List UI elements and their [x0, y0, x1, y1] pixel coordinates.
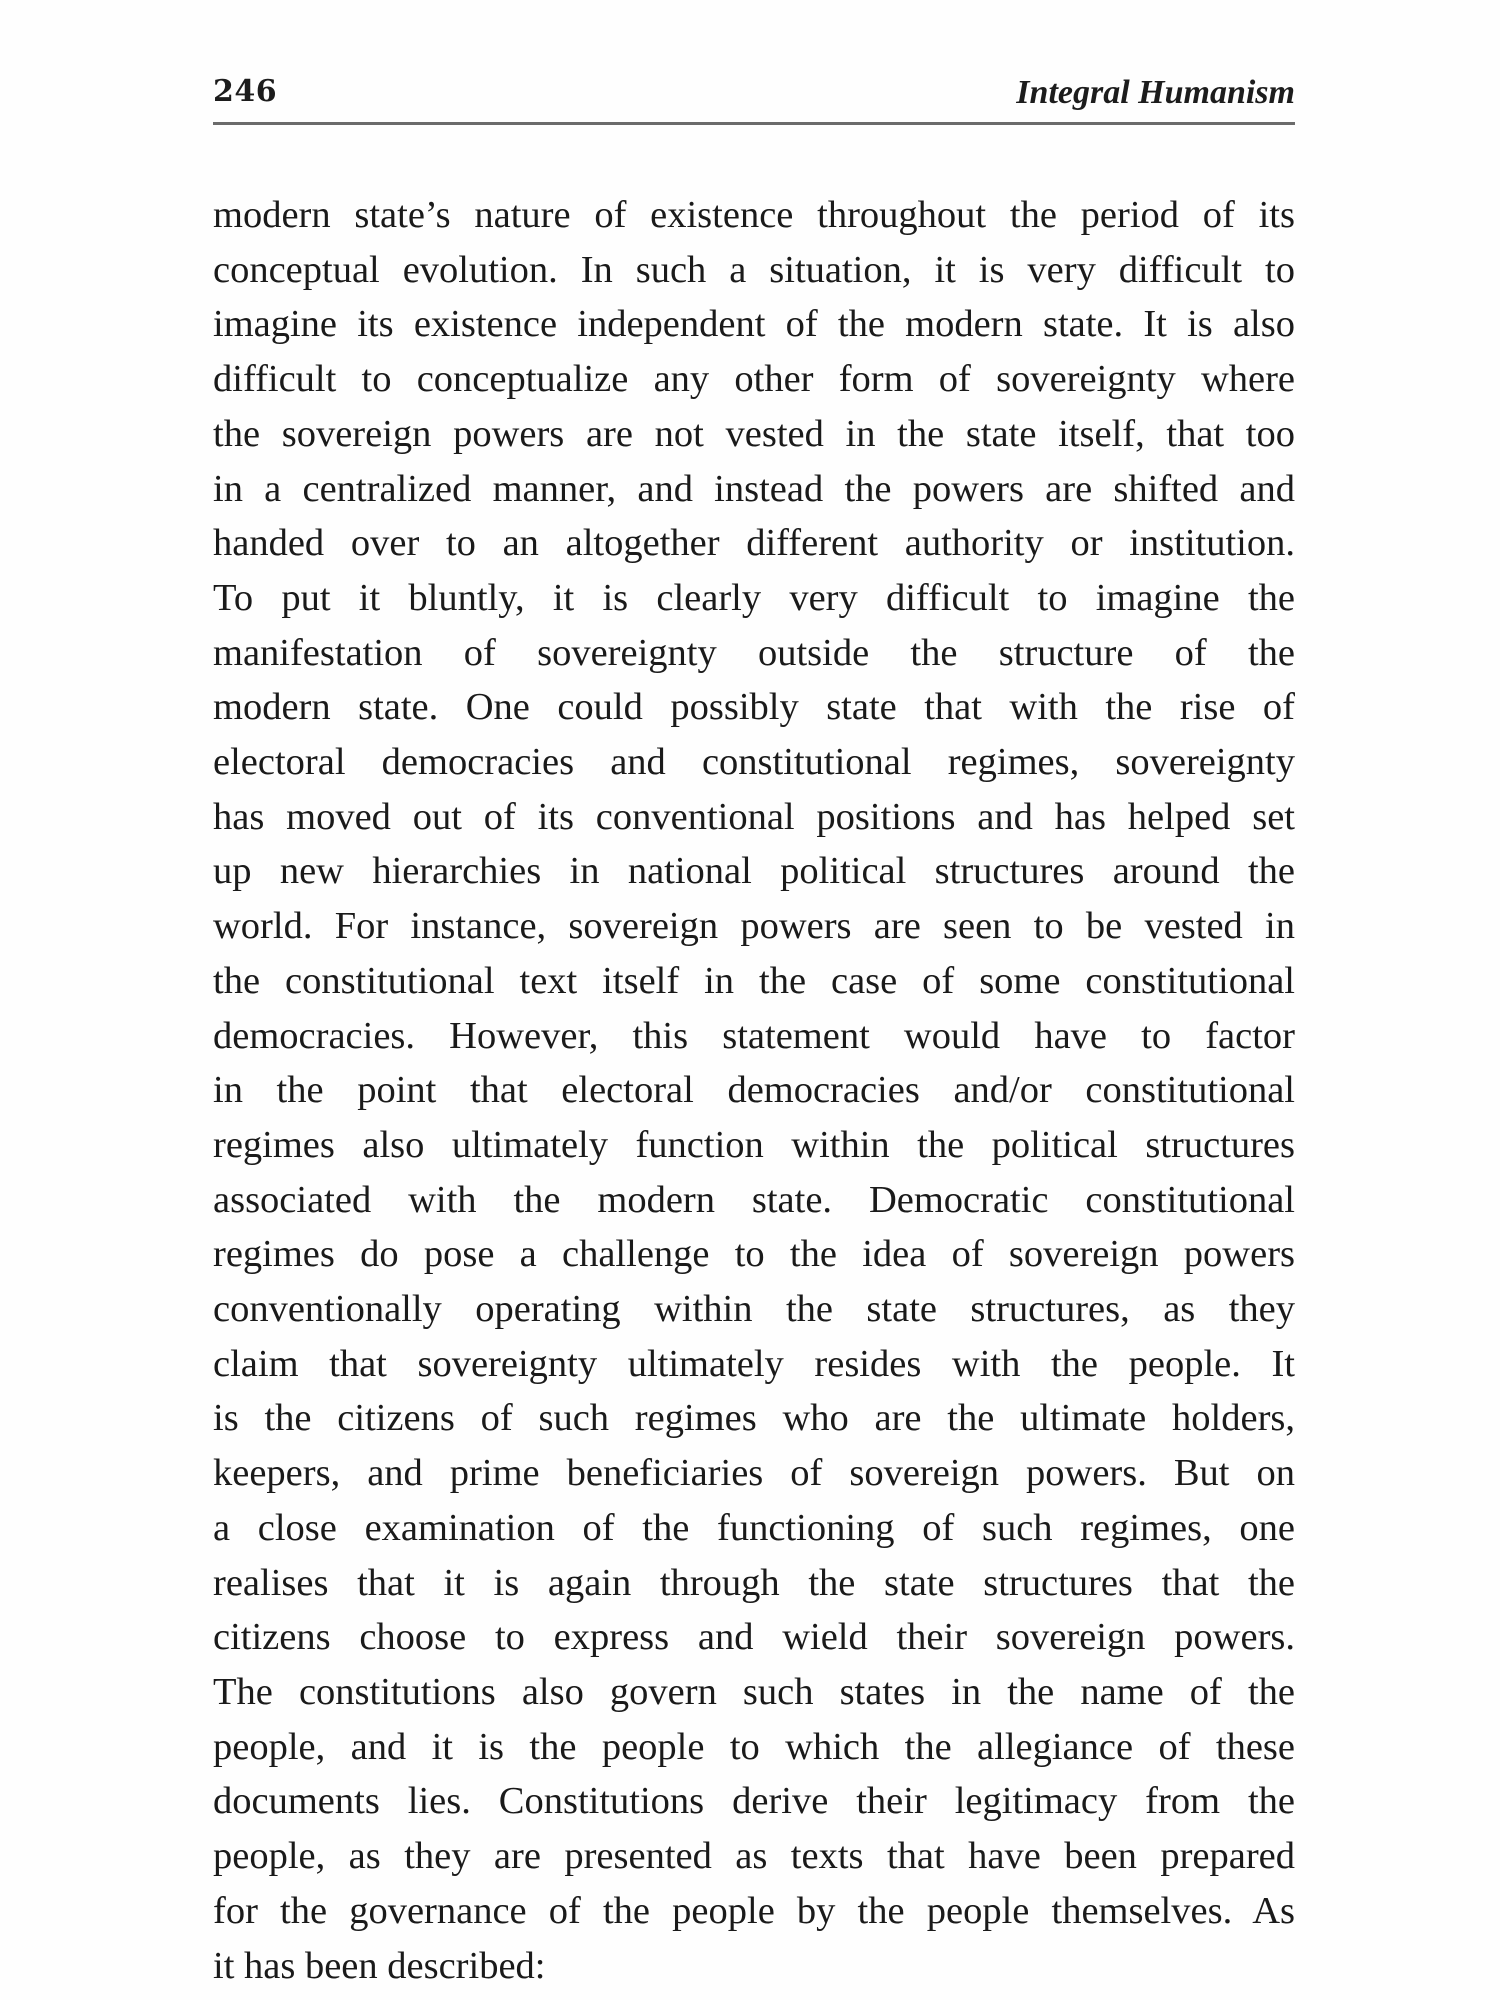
text-line: the constitutional text itself in the case of some constitutional	[213, 959, 1295, 1002]
text-line: electoral democracies and constitutional regimes, sovereignty	[213, 741, 1295, 784]
text-line: world. For instance, sovereign powers are seen to be vested in	[213, 905, 1295, 948]
text-line: regimes also ultimately function within the political structures	[213, 1123, 1295, 1166]
text-line: The constitutions also govern such states in the name of the	[213, 1670, 1295, 1713]
text-line: people, as they are presented as texts that have been prepared	[213, 1835, 1295, 1878]
text-line: the sovereign powers are not vested in the state itself, that too	[213, 412, 1295, 455]
text-line: for the governance of the people by the people themselves. As	[213, 1889, 1295, 1932]
text-line: associated with the modern state. Democratic constitutional	[213, 1178, 1295, 1221]
text-line: a close examination of the functioning of such regimes, one	[213, 1506, 1295, 1549]
text-line: realises that it is again through the state structures that the	[213, 1561, 1295, 1604]
running-title: Integral Humanism	[1016, 74, 1295, 111]
text-line: conventionally operating within the state structures, as they	[213, 1288, 1295, 1331]
text-line: it has been described:	[213, 1944, 546, 1987]
text-line: citizens choose to express and wield their sovereign powers.	[213, 1616, 1295, 1659]
text-line: in a centralized manner, and instead the powers are shifted and	[213, 467, 1295, 510]
body-paragraph	[213, 188, 1295, 1993]
text-line: claim that sovereignty ultimately resides with the people. It	[213, 1342, 1295, 1385]
page-number: 246	[213, 74, 278, 109]
text-line: documents lies. Constitutions derive their legitimacy from the	[213, 1780, 1295, 1823]
text-line: regimes do pose a challenge to the idea of sovereign powers	[213, 1233, 1295, 1276]
text-line: handed over to an altogether different authority or institution.	[213, 522, 1295, 565]
text-line: has moved out of its conventional positions and has helped set	[213, 795, 1295, 838]
text-line: modern state’s nature of existence throughout the period of its	[213, 194, 1295, 236]
text-line: up new hierarchies in national political structures around the	[213, 850, 1295, 893]
text-line: modern state. One could possibly state that with the rise of	[213, 686, 1295, 729]
text-line: people, and it is the people to which the allegiance of these	[213, 1725, 1295, 1768]
text-line: in the point that electoral democracies and/or constitutional	[213, 1069, 1295, 1112]
text-line: manifestation of sovereignty outside the structure of the	[213, 631, 1295, 674]
text-line: difficult to conceptualize any other form of sovereignty where	[213, 358, 1295, 401]
text-line: is the citizens of such regimes who are the ultimate holders,	[213, 1397, 1295, 1440]
text-line: democracies. However, this statement would have to factor	[213, 1014, 1295, 1057]
text-line: conceptual evolution. In such a situation, it is very difficult to	[213, 248, 1295, 291]
text-line: imagine its existence independent of the modern state. It is also	[213, 303, 1295, 346]
header-divider	[213, 122, 1295, 125]
text-line: keepers, and prime beneficiaries of sovereign powers. But on	[213, 1452, 1295, 1495]
page-header	[213, 66, 1295, 128]
text-line: To put it bluntly, it is clearly very difficult to imagine the	[213, 576, 1295, 619]
